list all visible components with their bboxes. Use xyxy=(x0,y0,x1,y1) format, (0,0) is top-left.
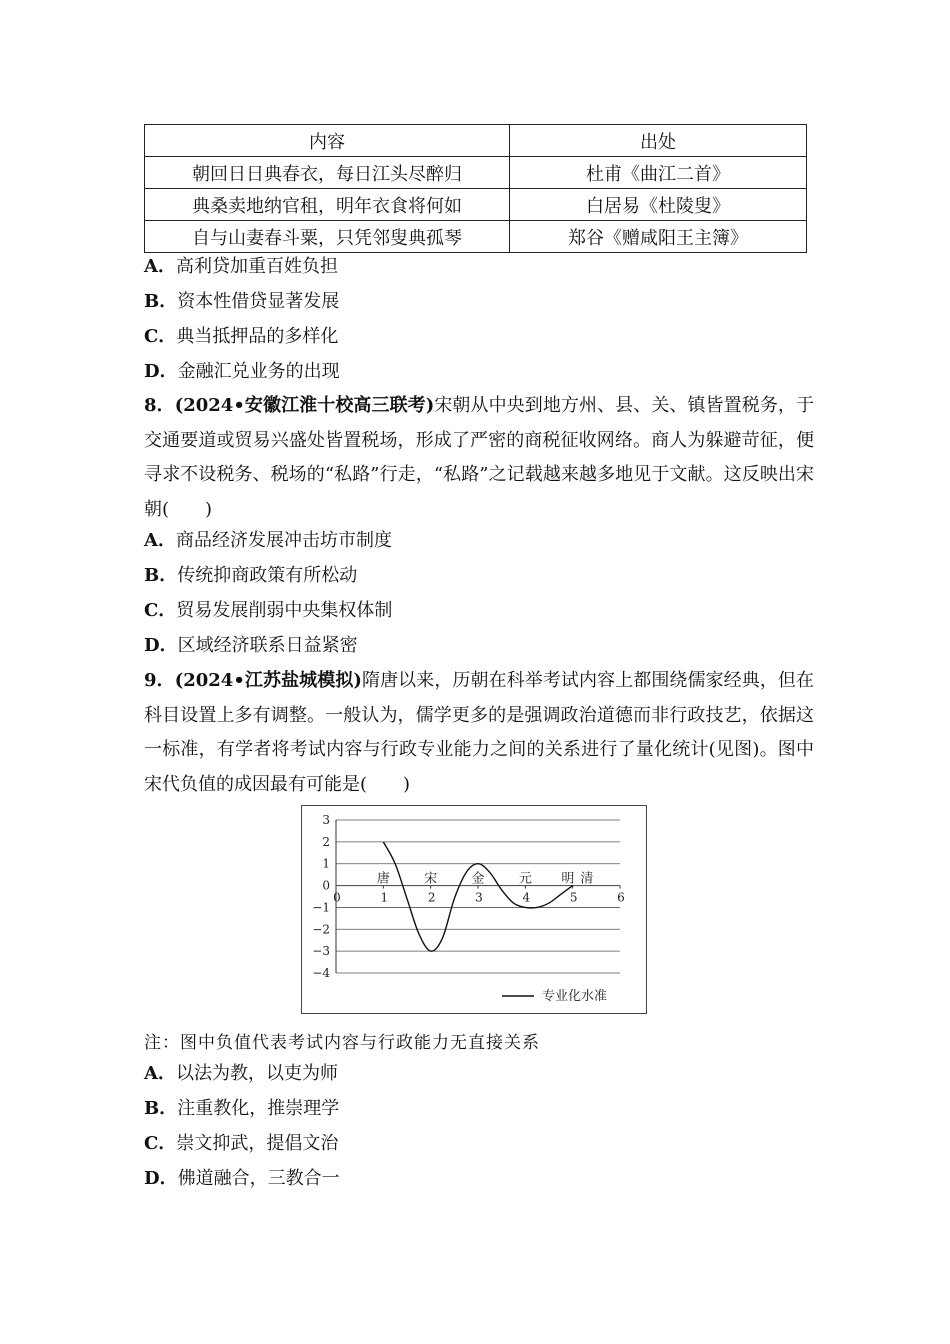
option-text: 高利贷加重百姓负担 xyxy=(175,256,338,277)
q8-option-c xyxy=(144,599,392,623)
x-tick-label: 1 xyxy=(380,890,389,905)
option-text: 商品经济发展冲击坊市制度 xyxy=(175,530,392,551)
q9-option-a xyxy=(144,1062,338,1086)
option-text: 资本性借贷显著发展 xyxy=(177,291,340,312)
y-tick-label: −2 xyxy=(312,922,330,937)
option-letter: A． xyxy=(144,256,176,277)
question-number: 9． xyxy=(144,670,175,691)
table-row xyxy=(145,189,807,221)
option-text: 区域经济联系日益紧密 xyxy=(177,635,358,656)
table-cell: 杜甫《曲江二首》 xyxy=(510,157,807,189)
table-cell: 自与山妻春斗粟，只凭邻叟典孤琴 xyxy=(145,221,510,253)
option-text: 以法为教，以吏为师 xyxy=(175,1063,338,1084)
table-cell: 白居易《杜陵叟》 xyxy=(510,189,807,221)
option-text: 佛道融合，三教合一 xyxy=(177,1168,340,1189)
dynasty-label: 清 xyxy=(580,871,594,887)
option-letter: C． xyxy=(144,600,177,621)
q8-option-b xyxy=(144,564,357,588)
q8-option-d xyxy=(144,634,358,658)
option-letter: B． xyxy=(144,565,178,586)
dynasty-label: 明 xyxy=(561,871,575,887)
line-chart xyxy=(301,805,647,1014)
dynasty-label: 宋 xyxy=(424,871,438,887)
table-header-cell: 出处 xyxy=(510,125,807,157)
x-tick-label: 3 xyxy=(475,890,483,905)
option-text: 贸易发展削弱中央集权体制 xyxy=(176,600,393,621)
table-cell: 朝回日日典春衣，每日江头尽醉归 xyxy=(145,157,510,189)
option-letter: B． xyxy=(144,1098,178,1119)
q7-option-d xyxy=(144,360,340,384)
option-letter: D． xyxy=(144,635,178,656)
option-letter: C． xyxy=(144,1133,177,1154)
y-tick-label: 0 xyxy=(322,878,330,893)
option-text: 崇文抑武，提倡文治 xyxy=(176,1133,339,1154)
option-letter: A． xyxy=(144,1063,176,1084)
dynasty-label: 金 xyxy=(471,871,485,887)
y-tick-label: −3 xyxy=(312,944,330,959)
question-number: 8． xyxy=(144,395,175,416)
q8-option-a xyxy=(144,529,392,553)
source-table xyxy=(144,124,807,253)
q9-option-b xyxy=(144,1097,339,1121)
option-text: 注重教化，推崇理学 xyxy=(177,1098,340,1119)
q8-stem xyxy=(144,389,814,527)
chart-tick-labels xyxy=(312,813,625,980)
q7-option-c xyxy=(144,325,338,349)
option-text: 传统抑商政策有所松动 xyxy=(177,565,358,586)
y-tick-label: −4 xyxy=(312,966,330,980)
chart-note: 注：图中负值代表考试内容与行政能力无直接关系 xyxy=(144,1033,540,1053)
chart-svg xyxy=(302,806,646,1013)
y-tick-label: −1 xyxy=(312,900,330,915)
table-header-cell: 内容 xyxy=(145,125,510,157)
table-row xyxy=(145,221,807,253)
q9-stem xyxy=(144,664,814,802)
y-tick-label: 1 xyxy=(322,856,330,871)
option-letter: D． xyxy=(144,1168,178,1189)
table-cell: 典桑卖地纳官租，明年衣食将何如 xyxy=(145,189,510,221)
option-letter: C． xyxy=(144,326,177,347)
x-tick-label: 4 xyxy=(522,890,531,905)
question-text: 宋朝从中央到地方州、县、关、镇皆置税务，于交通要道或贸易兴盛处皆置税场，形成了严密的商税征收网络。商人为躲避苛征，便寻求不设税务、税场的“私路”行走，“私路”之记载越来越多地见于文献。这反映出宋朝( ) xyxy=(144,395,815,520)
table-row xyxy=(145,157,807,189)
option-letter: A． xyxy=(144,530,176,551)
table-cell: 郑谷《赠咸阳王主簿》 xyxy=(510,221,807,253)
x-tick-label: 6 xyxy=(617,890,625,905)
q9-option-c xyxy=(144,1132,338,1156)
question-source: (2024•安徽江淮十校高三联考) xyxy=(174,395,435,416)
x-tick-label: 2 xyxy=(427,890,436,905)
dynasty-label: 唐 xyxy=(376,871,390,887)
q7-option-a xyxy=(144,255,338,279)
q7-option-b xyxy=(144,290,339,314)
y-tick-label: 2 xyxy=(322,834,330,849)
option-text: 金融汇兑业务的出现 xyxy=(177,361,340,382)
option-text: 典当抵押品的多样化 xyxy=(176,326,339,347)
option-letter: B． xyxy=(144,291,178,312)
x-tick-label: 0 xyxy=(333,890,341,905)
q9-option-d xyxy=(144,1167,340,1191)
table-header-row xyxy=(145,125,807,157)
x-tick-label: 5 xyxy=(569,890,578,905)
question-source: (2024•江苏盐城模拟) xyxy=(174,670,362,691)
chart-legend xyxy=(502,988,607,1004)
chart-dynasty-labels xyxy=(377,871,594,887)
question-text: 隋唐以来，历朝在科举考试内容上都围绕儒家经典，但在科目设置上多有调整。一般认为，儒学更多的是强调政治道德而非行政技艺，依据这一标准，有学者将考试内容与行政专业能力之间的关系进行了量化统计(见图)。图中宋代负值的成因最有可能是( ) xyxy=(144,670,814,795)
legend-label: 专业化水准 xyxy=(542,989,608,1004)
option-letter: D． xyxy=(144,361,178,382)
dynasty-label: 元 xyxy=(518,871,532,887)
y-tick-label: 3 xyxy=(322,813,330,827)
